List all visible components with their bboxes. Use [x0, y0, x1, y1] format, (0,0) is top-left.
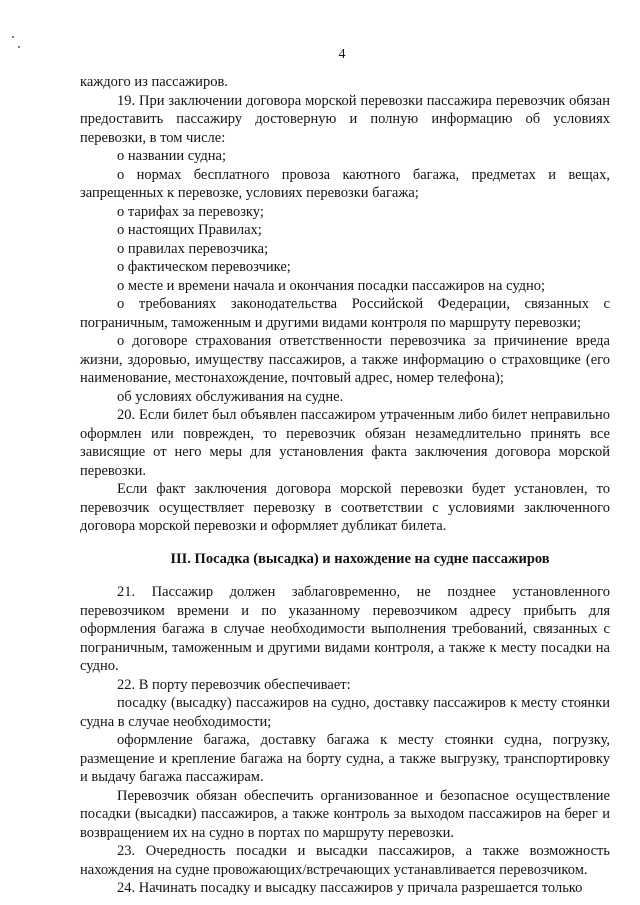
clause-21: 21. Пассажир должен заблаговременно, не позднее установленного перевозчиком времени и по указанному перевозчиком адресу прибыть для оформления багажа в случае необходимости выполнения требований, связанных с пограничным, таможенным и другими видами контроля, а также к месту посадки на судно.: [80, 584, 610, 674]
list-item: о тарифах за перевозку;: [117, 203, 264, 220]
clause-20: 20. Если билет был объявлен пассажиром утраченным либо билет неправильно оформлен или поврежден, то перевозчик обязан незамедлительно принять все зависящие от него меры для установления факта заключения договора морской перевозки.: [80, 407, 610, 479]
list-item: об условиях обслуживания на судне.: [117, 388, 344, 405]
section-heading: III. Посадка (высадка) и нахождение на судне пассажиров: [170, 550, 550, 567]
scan-speck: [12, 36, 14, 38]
clause-22: 22. В порту перевозчик обеспечивает:: [117, 676, 351, 693]
paragraph-continuation: каждого из пассажиров.: [80, 74, 228, 90]
clause-24: 24. Начинать посадку и высадку пассажиров у причала разрешается только: [117, 880, 583, 896]
list-item: о требованиях законодательства Российской Федерации, связанных с пограничным, таможенным и другими видами контроля по маршруту перевозки;: [80, 296, 610, 331]
page-number: 4: [338, 47, 346, 62]
list-item: о фактическом перевозчике;: [117, 259, 291, 275]
list-item: о нормах бесплатного провоза каютного багажа, предметах и вещах, запрещенных к перевозке, условиях перевозки багажа;: [80, 166, 610, 201]
clause-23: 23. Очередность посадки и высадки пассажиров, а также возможность нахождения на судне провожающих/встречающих устанавливается перевозчиком.: [80, 843, 610, 878]
document-body: [80, 73, 610, 898]
list-item: о настоящих Правилах;: [117, 222, 262, 238]
clause-19: 19. При заключении договора морской перевозки пассажира перевозчик обязан предоставить пассажиру достоверную и полную информацию об условиях перевозки, в том числе:: [80, 92, 610, 146]
paragraph: Если факт заключения договора морской перевозки будет установлен, то перевозчик осуществляет перевозку в соответствии с условиями заключенного договора морской перевозки и оформляет дубликат билета.: [80, 481, 610, 534]
list-item: о названии судна;: [117, 148, 226, 164]
paragraph: Перевозчик обязан обеспечить организованное и безопасное осуществление посадки (высадки) пассажиров, а также контроль за выходом пассажиров на берег и возвращением их на судно в портах по маршруту перевозки.: [80, 787, 610, 841]
list-item: о правилах перевозчика;: [117, 240, 269, 257]
list-item: о месте и времени начала и окончания посадки пассажиров на судно;: [117, 277, 546, 294]
list-item: оформление багажа, доставку багажа к месту стоянки судна, погрузку, размещение и крепление багажа на борту судна, а также выгрузку, транспортировку и выдачу багажа пассажирам.: [80, 732, 610, 785]
list-item: посадку (высадку) пассажиров на судно, доставку пассажиров к месту стоянки судна в случае необходимости;: [80, 695, 610, 730]
list-item: о договоре страхования ответственности перевозчика за причинение вреда жизни, здоровью, имуществу пассажиров, а также информацию о страховщике (его наименование, местонахождение, почтовый адрес, номер телефона);: [80, 333, 610, 386]
